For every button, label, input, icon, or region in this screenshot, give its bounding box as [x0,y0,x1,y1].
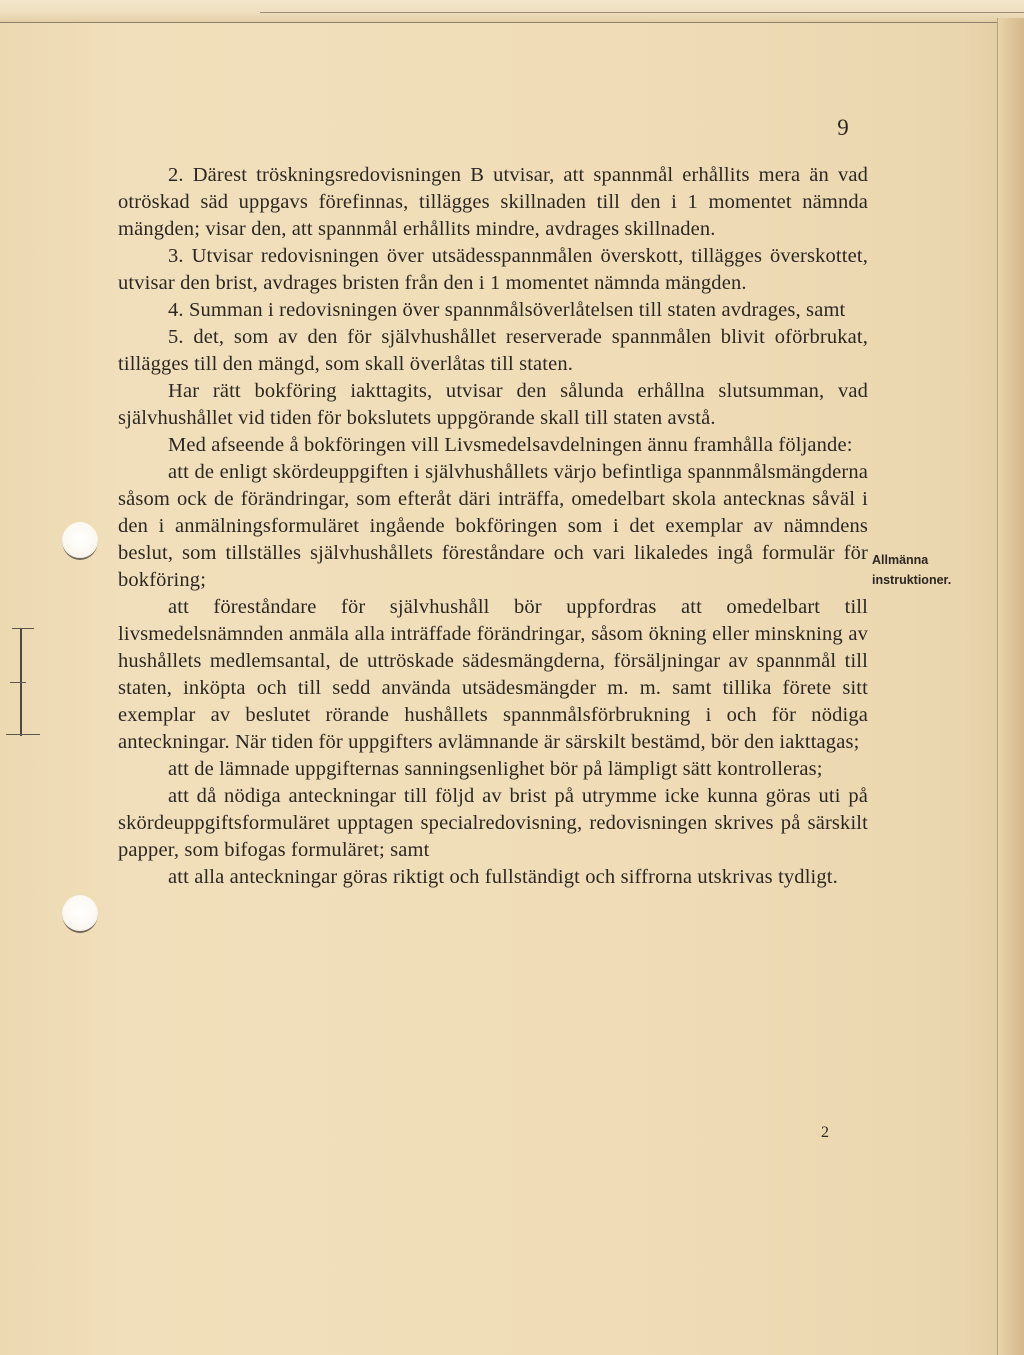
binding-mark-top [12,628,34,629]
body-text [118,162,868,891]
punch-hole-lower [62,895,98,933]
stacked-sheet-edge [260,12,1024,13]
punch-hole-upper [62,522,98,560]
paragraph-item-3: 3. Utvisar redovisningen över utsädesspannmålen överskott, tillägges överskottet, utvisar den brist, avdrages bristen från den i 1 momentet nämnda mängden. [118,245,868,294]
paragraph-bookkeeping: Har rätt bokföring iakttagits, utvisar den sålunda erhållna slutsumman, vad självhushållet vid tiden för bokslutets uppgörande skall till staten avstå. [118,380,868,429]
paragraph-instruction: att de enligt skördeuppgiften i självhushållets värjo befintliga spannmålsmängderna såsom ock de förändringar, som efteråt däri inträffa, omedelbart skola antecknas såväl i den i anmälningsformuläret ingående bokföringen som i det exemplar av nämndens beslut, som tillställes självhushållets föreståndare och vari likaledes ingå formulär för bokföring; [118,461,868,591]
page-top-edge [0,0,1024,23]
paragraph-item-5: 5. det, som av den för självhushållet reserverade spannmålen blivit oförbrukat, tillägges till den mängd, som skall överlåtas till staten. [118,326,868,375]
margin-note [872,550,968,590]
paragraph-instruction: att föreståndare för självhushåll bör uppfordras att omedelbart till livsmedelsnämnden anmäla alla inträffade förändringar, såsom ökning eller minskning av hushållets medlemsantal, de uttröskade sädesmängderna, försäljningar av spannmål till staten, inköpta och till sedd använda utsädesmängder m. m. samt tillika förete sitt exemplar av beslutet rörande hushållets spannmålsförbrukning i och för nödiga anteckningar. När tiden för uppgifters avlämnande är särskilt bestämd, bör den iakttagas; [118,596,868,753]
margin-note-line: instruktioner. [872,573,952,587]
signature-mark: 2 [821,1124,829,1141]
paragraph-item-4: 4. Summan i redovisningen över spannmålsöverlåtelsen till staten avdrages, samt [168,299,846,321]
stacked-pages-edge [997,18,1024,1355]
paragraph-instruction: att alla anteckningar göras riktigt och fullständigt och siffrorna utskrivas tydligt. [168,866,838,888]
margin-note-line: Allmänna [872,553,929,567]
binding-mark-mid [10,682,26,683]
paragraph-intro: Med afseende å bokföringen vill Livsmedelsavdelningen ännu framhålla följande: [168,434,853,456]
paragraph-instruction: att de lämnade uppgifternas sanningsenlighet bör på lämpligt sätt kontrolleras; [168,758,823,780]
binding-mark-bottom [6,734,40,735]
paragraph-instruction: att då nödiga anteckningar till följd av brist på utrymme icke kunna göras uti på skördeuppgiftsformuläret upptagen specialredovisning, redovisningen skrives på särskilt papper, som bifogas formuläret; samt [118,785,868,861]
paragraph-item-2: 2. Därest tröskningsredovisningen B utvisar, att spannmål erhållits mera än vad otröskad säd uppgavs förefinnas, tillägges skillnaden till den i 1 momentet nämnda mängden; visar den, att spannmål erhållits mindre, avdrages skillnaden. [118,164,868,240]
page-number: 9 [837,115,849,140]
